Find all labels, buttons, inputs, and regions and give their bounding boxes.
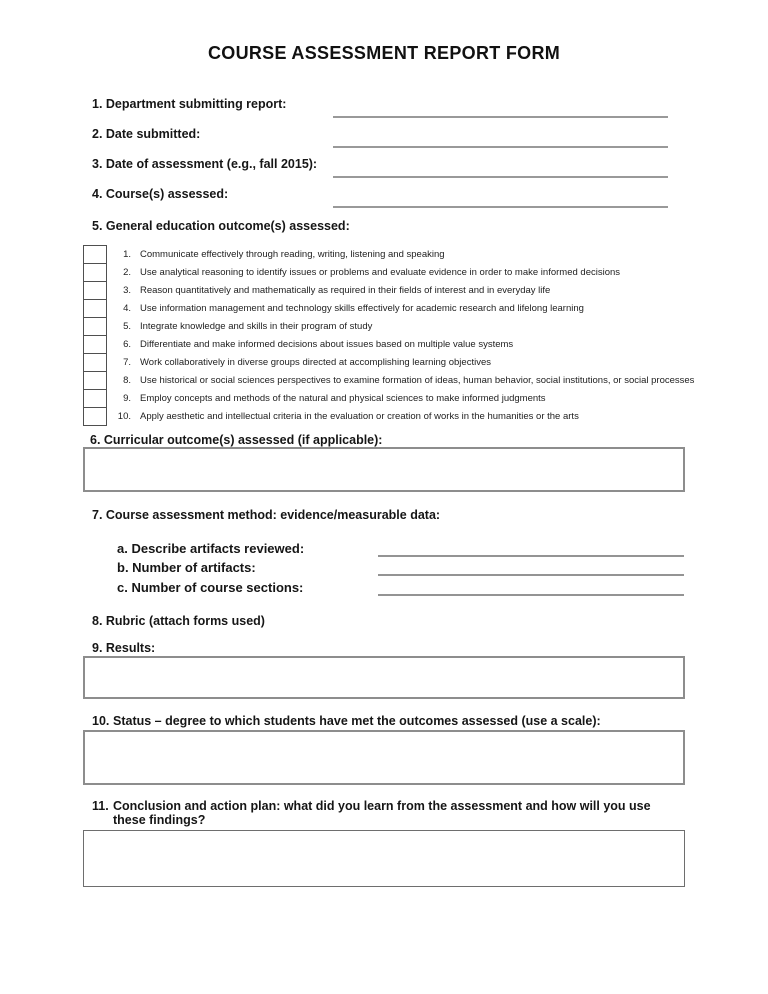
outcome-row xyxy=(83,245,768,264)
field-row-date-submitted xyxy=(0,127,768,157)
outcome-row xyxy=(83,371,768,390)
outcome-1-checkbox[interactable] xyxy=(83,245,107,264)
header-fields xyxy=(0,97,768,217)
date-submitted-input[interactable] xyxy=(333,127,668,148)
outcome-number: 4. xyxy=(123,302,131,314)
section10-label: Status – degree to which students have met the outcomes assessed (use a scale): xyxy=(113,713,601,728)
outcome-6-checkbox[interactable] xyxy=(83,335,107,354)
field-row-courses-assessed xyxy=(0,187,768,217)
outcome-row xyxy=(83,317,768,336)
outcome-7-checkbox[interactable] xyxy=(83,353,107,372)
results-textbox[interactable] xyxy=(83,656,685,699)
outcome-number: 9. xyxy=(123,392,131,404)
course-sections-input[interactable] xyxy=(378,580,684,596)
outcome-10-checkbox[interactable] xyxy=(83,407,107,426)
outcome-row xyxy=(83,335,768,354)
artifacts-described-label: a. Describe artifacts reviewed: xyxy=(117,541,305,556)
outcome-text: Integrate knowledge and skills in their program of study xyxy=(140,320,373,332)
field-row-department xyxy=(0,97,768,127)
artifacts-count-label: b. Number of artifacts: xyxy=(117,560,256,576)
outcome-row xyxy=(83,299,768,318)
outcome-4-checkbox[interactable] xyxy=(83,299,107,318)
outcome-number: 6. xyxy=(123,338,131,350)
assessment-date-input[interactable] xyxy=(333,157,668,178)
outcome-text: Employ concepts and methods of the natural and physical sciences to make informed judgments xyxy=(140,392,546,404)
section8-heading: 8. Rubric (attach forms used) xyxy=(92,613,265,628)
department-input[interactable] xyxy=(333,97,668,118)
outcome-row xyxy=(83,281,768,300)
outcome-number: 8. xyxy=(123,374,131,386)
outcome-number: 5. xyxy=(123,320,131,332)
outcome-number: 7. xyxy=(123,356,131,368)
artifacts-count-input[interactable] xyxy=(378,560,684,576)
section10-heading xyxy=(92,715,768,729)
outcome-text: Use information management and technology skills effectively for academic research and lifelong learning xyxy=(140,302,584,314)
section5-heading: 5. General education outcome(s) assessed: xyxy=(92,219,350,233)
outcome-5-checkbox[interactable] xyxy=(83,317,107,336)
subfield-row-artifacts-count xyxy=(0,560,768,579)
gen-ed-outcomes-list xyxy=(83,245,768,426)
outcome-number: 3. xyxy=(123,284,131,296)
subfield-row-course-sections xyxy=(0,580,768,599)
assessment-method-subfields xyxy=(0,541,768,599)
outcome-row xyxy=(83,263,768,282)
outcome-text: Reason quantitatively and mathematically as required in their fields of interest and in everyday life xyxy=(140,284,551,296)
outcome-text: Apply aesthetic and intellectual criteria in the evaluation or creation of works in the humanities or the arts xyxy=(140,410,579,422)
field-row-assessment-date xyxy=(0,157,768,187)
outcome-number: 10. xyxy=(117,410,131,422)
outcome-9-checkbox[interactable] xyxy=(83,389,107,408)
section11-number: 11. xyxy=(92,799,109,814)
outcome-row xyxy=(83,407,768,426)
outcome-row xyxy=(83,353,768,372)
artifacts-described-input[interactable] xyxy=(378,541,684,557)
outcome-number: 1. xyxy=(123,248,131,260)
outcome-text: Use analytical reasoning to identify issues or problems and evaluate evidence in order to make informed decisions xyxy=(140,266,621,278)
outcome-row xyxy=(83,389,768,408)
outcome-text: Use historical or social sciences perspectives to examine formation of ideas, human behavior, social institutions, or social processes xyxy=(140,374,695,386)
section11-label: Conclusion and action plan: what did you learn from the assessment and how will you use these findings? xyxy=(113,799,651,827)
section11-heading xyxy=(92,800,768,827)
outcome-text: Communicate effectively through reading, writing, listening and speaking xyxy=(140,248,445,260)
outcome-2-checkbox[interactable] xyxy=(83,263,107,282)
department-label: 1. Department submitting report: xyxy=(92,97,287,111)
section7-heading: 7. Course assessment method: evidence/measurable data: xyxy=(92,508,441,522)
courses-assessed-input[interactable] xyxy=(333,187,668,208)
assessment-date-label: 3. Date of assessment (e.g., fall 2015): xyxy=(92,157,318,171)
courses-assessed-label: 4. Course(s) assessed: xyxy=(92,187,229,201)
section6-heading: 6. Curricular outcome(s) assessed (if applicable): xyxy=(90,433,383,447)
curricular-outcomes-textbox[interactable] xyxy=(83,447,685,492)
section10-number: 10. xyxy=(92,713,110,728)
page-title: COURSE ASSESSMENT REPORT FORM xyxy=(207,43,561,63)
conclusion-textbox[interactable] xyxy=(83,830,685,887)
date-submitted-label: 2. Date submitted: xyxy=(92,127,201,141)
outcome-text: Work collaboratively in diverse groups directed at accomplishing learning objectives xyxy=(140,356,491,368)
outcome-text: Differentiate and make informed decisions about issues based on multiple value systems xyxy=(140,338,514,350)
section9-heading: 9. Results: xyxy=(92,640,156,655)
subfield-row-artifacts-described xyxy=(0,541,768,560)
outcome-number: 2. xyxy=(123,266,131,278)
outcome-3-checkbox[interactable] xyxy=(83,281,107,300)
status-textbox[interactable] xyxy=(83,730,685,785)
outcome-8-checkbox[interactable] xyxy=(83,371,107,390)
course-sections-label: c. Number of course sections: xyxy=(117,579,304,595)
